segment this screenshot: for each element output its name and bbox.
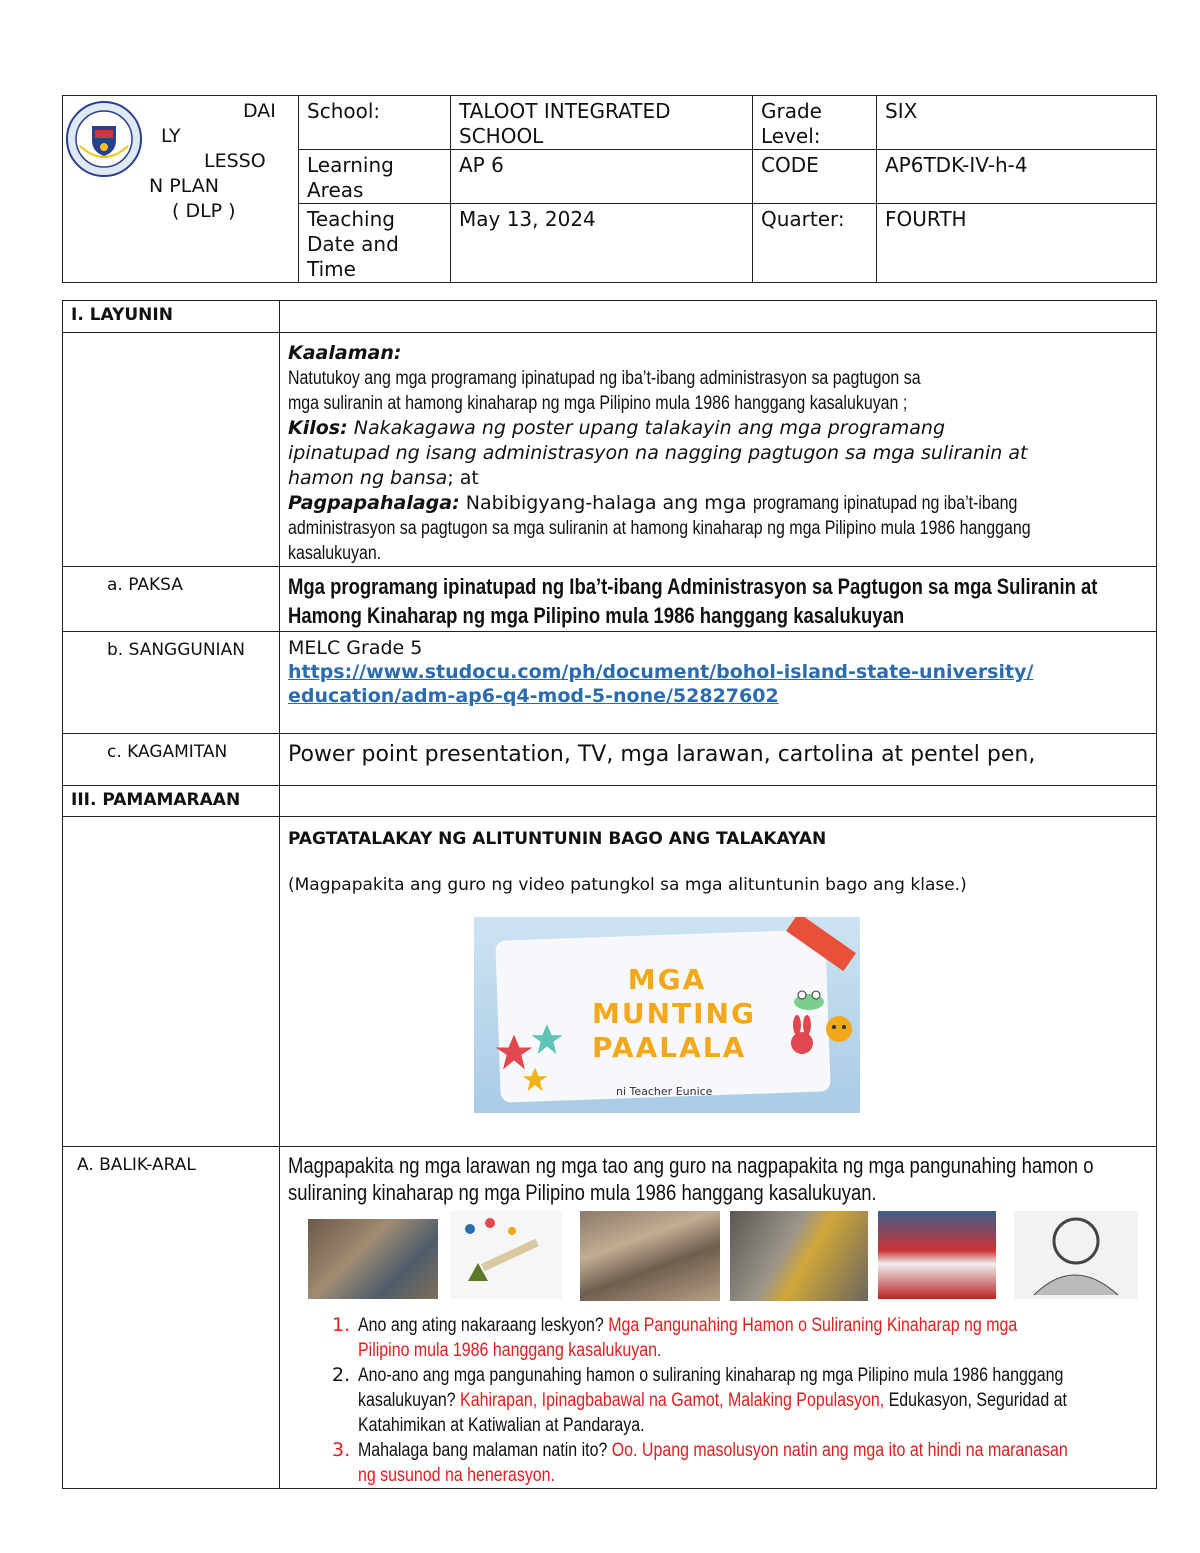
title-line: N PLAN [149,175,219,197]
video-title [592,963,756,1065]
pamamaraan-heading: III. PAMAMARAAN [63,786,280,817]
title-line: LESSO [204,150,266,172]
star-icon [528,1021,566,1059]
question-item [288,1438,1148,1488]
question-text: Katahimikan at Katiwalian at Pandaraya. [358,1415,645,1436]
paksa-title: Mga programang ipinatupad ng Iba’t-ibang Administrasyon sa Pagtugon sa mga Suliranin at [288,574,1098,599]
title-line: LY [161,125,181,147]
kaalaman-text: Natutukoy ang mga programang ipinatupad ng iba’t-ibang administrasyon sa pagtugon sa [288,368,921,389]
video-title-line: PAALALA [592,1031,747,1064]
question-item [288,1313,1148,1363]
reference-link[interactable]: https://www.studocu.com/ph/document/bohol-island-state-university/ [288,661,1034,683]
empty-cell [63,817,280,1147]
cartoon-photo [1014,1211,1138,1299]
frog-icon [792,989,826,1011]
sanggunian-label: b. SANGGUNIAN [63,632,280,734]
pagpapahalaga-text: programang ipinatupad ng iba’t-ibang [752,493,1017,514]
title-line: ( DLP ) [172,200,236,222]
kaalaman-label: Kaalaman: [288,342,402,364]
paksa-cell [280,567,1157,632]
star-icon [520,1065,550,1095]
kaalaman-text: mga suliranin at hamong kinaharap ng mga Pilipino mula 1986 hanggang kasalukuyan ; [288,393,908,414]
crowd-photo [580,1211,720,1301]
empty-cell [280,786,1157,817]
pagpapahalaga-text: administrasyon sa pagtugon sa mga suliranin at hamong kinaharap ng mga Pilipino mula 1986 hanggang [288,518,1031,539]
pagpapahalaga-text: kasalukuyan. [288,543,382,564]
question-number: 1. [332,1314,351,1336]
quarter-value: FOURTH [877,204,1157,283]
video-title-line: MGA [627,963,707,996]
question-text: Ano-ano ang mga pangunahing hamon o suliraning kinaharap ng mga Pilipino mula 1986 hanggang [358,1365,1064,1386]
learning-label: Learning Areas [299,150,451,204]
grade-value: SIX [877,96,1157,150]
video-caption: ni Teacher Eunice [616,1085,713,1098]
balik-aral-cell [280,1147,1157,1489]
question-answer: Pilipino mula 1986 hanggang kasalukuyan. [358,1340,662,1361]
pagpapahalaga-label: Pagpapahalaga: [288,492,460,514]
kagamitan-text: Power point presentation, TV, mga larawan, cartolina at pentel pen, [280,734,1157,786]
title-line: DAI [243,100,276,122]
question-answer: Mga Pangunahing Hamon o Suliraning Kinaharap ng mga [608,1315,1018,1336]
quarter-label: Quarter: [753,204,877,283]
balik-aral-label: A. BALIK-ARAL [63,1147,280,1489]
question-text: Mahalaga bang malaman natin ito? [358,1440,608,1461]
learning-value: AP 6 [451,150,753,204]
question-text: Ano ang ating nakaraang leskyon? [358,1315,604,1336]
question-list [288,1313,1148,1488]
protest-photo [878,1211,996,1299]
photo-strip [288,1211,1148,1305]
kilos-text: Nakakagawa ng poster upang talakayin ang mga programang [353,417,946,439]
pamamaraan-subheading: PAGTATALAKAY NG ALITUNTUNIN BAGO ANG TALAKAYAN [288,829,827,849]
dlp-title-cell [63,96,299,283]
question-text: Edukasyon, Seguridad at [888,1390,1067,1411]
kilos-text: ipinatupad ng isang administrasyon na nagging pagtugon sa mga suliranin at [288,442,1028,464]
kilos-text: hamon ng bansa [288,467,448,489]
lesson-table [62,300,1157,1489]
code-label: CODE [753,150,877,204]
reference-link[interactable]: education/adm-ap6-q4-mod-5-none/52827602 [288,685,779,707]
teaching-value: May 13, 2024 [451,204,753,283]
bunny-icon [788,1015,816,1055]
kilos-tail: ; at [447,467,479,489]
video-thumbnail[interactable] [474,917,860,1113]
kagamitan-label: c. KAGAMITAN [63,734,280,786]
drugs-illustration-icon [450,1211,562,1299]
cartoon-illustration-icon [1014,1211,1138,1299]
question-answer: Kahirapan, Ipinagbabawal na Gamot, Malaking Populasyon, [460,1390,885,1411]
pagpapahalaga-lead: Nabibigyang-halaga ang mga [465,492,747,514]
question-item [288,1363,1148,1438]
pamamaraan-cell [280,817,1157,1147]
kilos-label: Kilos: [288,417,348,439]
question-number: 3. [332,1439,351,1461]
drugs-photo [450,1211,562,1299]
layunin-heading: I. LAYUNIN [63,301,280,333]
child-labor-photo [730,1211,868,1301]
objectives-cell [280,333,1157,567]
question-number: 2. [332,1364,351,1386]
school-value: TALOOT INTEGRATED SCHOOL [451,96,753,150]
grade-label: Grade Level: [753,96,877,150]
paksa-title: Hamong Kinaharap ng mga Pilipino mula 1986 hanggang kasalukuyan [288,603,905,628]
school-label: School: [299,96,451,150]
question-answer: Oo. Upang masolusyon natin ang mga ito at hindi na maranasan [611,1440,1068,1461]
header-table [62,95,1157,283]
pamamaraan-note: (Magpapakita ang guro ng video patungkol sa mga alituntunin bago ang klase.) [288,875,967,895]
question-answer: ng susunod na henerasyon. [358,1465,555,1486]
paksa-label: a. PAKSA [63,567,280,632]
dog-icon [822,1011,856,1045]
sanggunian-cell [280,632,1157,734]
video-title-line: MUNTING [592,997,756,1030]
balik-aral-intro: suliraning kinaharap ng mga Pilipino mula 1986 hanggang kasalukuyan. [288,1180,877,1205]
slum-photo [308,1219,438,1299]
question-text: kasalukuyan? [358,1390,456,1411]
empty-cell [63,333,280,567]
deped-seal-icon [65,100,143,178]
code-value: AP6TDK-IV-h-4 [877,150,1157,204]
sanggunian-text: MELC Grade 5 [288,637,423,659]
balik-aral-intro: Magpapakita ng mga larawan ng mga tao ang guro na nagpapakita ng mga pangunahing hamon o [288,1153,1094,1178]
teaching-label: Teaching Date and Time [299,204,451,283]
empty-cell [280,301,1157,333]
